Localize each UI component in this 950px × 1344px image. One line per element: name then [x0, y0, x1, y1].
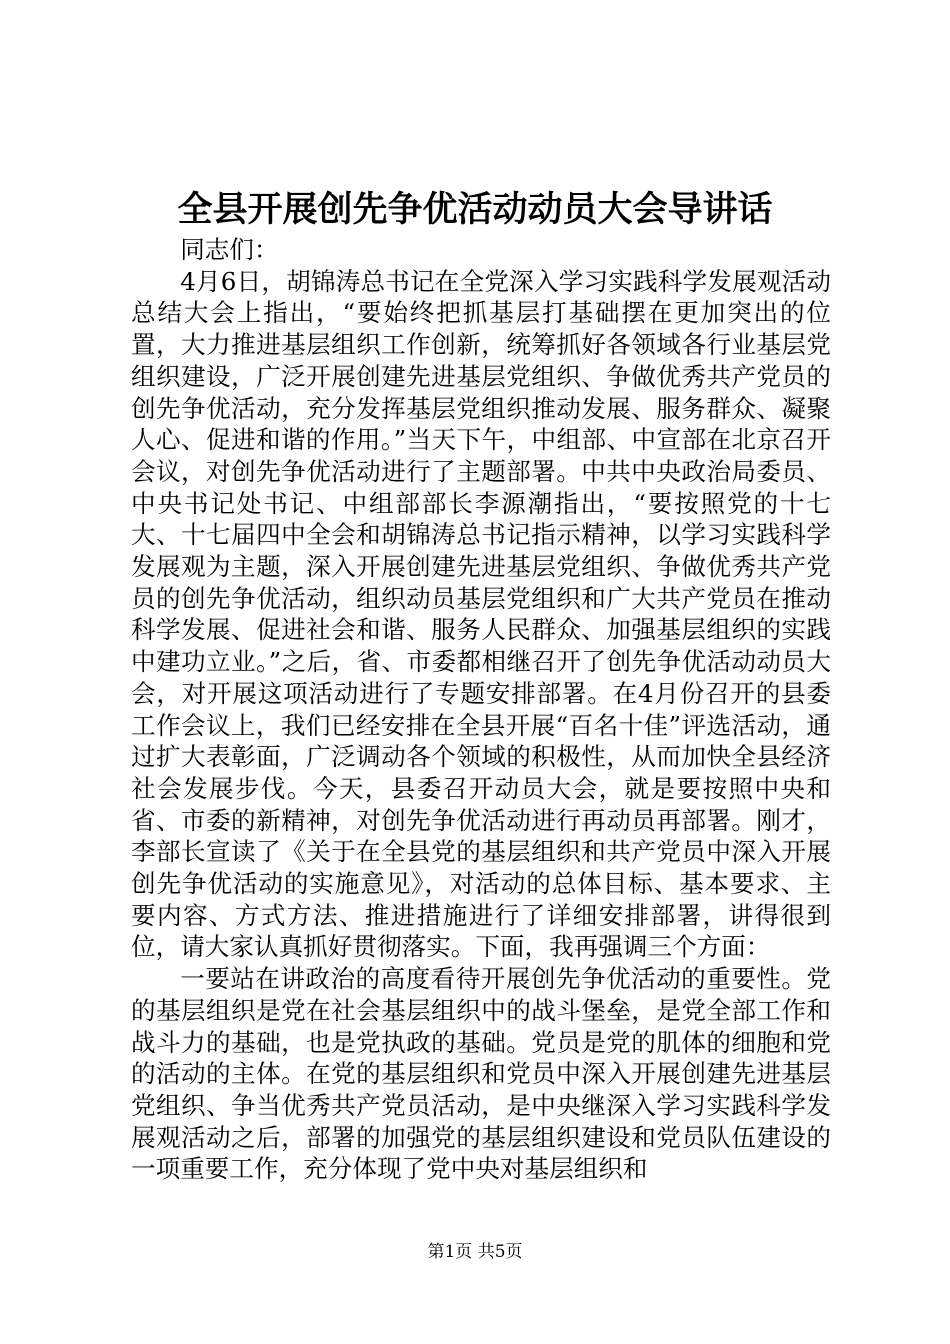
page-number-footer: 第1页 共5页: [427, 1242, 523, 1262]
document-title: 全县开展创先争优活动动员大会导讲话: [177, 189, 773, 230]
document-body: [131, 234, 831, 1185]
paragraph-2: 一要站在讲政治的高度看待开展创先争优活动的重要性。党的基层组织是党在社会基层组织中的战斗堡垒，是党全部工作和战斗力的基础，也是党执政的基础。党员是党的肌体的细胞和党的活动的主体。在党的基层组织和党员中深入开展创建先进基层党组织、争当优秀共产党员活动，是中央继深入学习实践科学发展观活动之后，部署的加强党的基层组织建设和党员队伍建设的一项重要工作，充分体现了党中央对基层组织和: [131, 964, 831, 1184]
paragraph-1: 4月6日，胡锦涛总书记在全党深入学习实践科学发展观活动总结大会上指出，“要始终把抓基层打基础摆在更加突出的位置，大力推进基层组织工作创新，统筹抓好各领域各行业基层党组织建设，广泛开展创建先进基层党组织、争做优秀共产党员的创先争优活动，充分发挥基层党组织推动发展、服务群众、凝聚人心、促进和谐的作用。”当天下午，中组部、中宣部在北京召开会议，对创先争优活动进行了主题部署。中共中央政治局委员、中央书记处书记、中组部部长李源潮指出，“要按照党的十七大、十七届四中全会和胡锦涛总书记指示精神，以学习实践科学发展观为主题，深入开展创建先进基层党组织、争做优秀共产党员的创先争优活动，组织动员基层党组织和广大共产党员在推动科学发展、促进社会和谐、服务人民群众、加强基层组织的实践中建功立业。”之后，省、市委都相继召开了创先争优活动动员大会，对开展这项活动进行了专题安排部署。在4月份召开的县委工作会议上，我们已经安排在全县开展“百名十佳”评选活动，通过扩大表彰面，广泛调动各个领域的积极性，从而加快全县经济社会发展步伐。今天，县委召开动员大会，就是要按照中央和省、市委的新精神，对创先争优活动进行再动员再部署。刚才，李部长宣读了《关于在全县党的基层组织和共产党员中深入开展创先争优活动的实施意见》，对活动的总体目标、基本要求、主要内容、方式方法、推进措施进行了详细安排部署，讲得很到位，请大家认真抓好贯彻落实。下面，我再强调三个方面：: [131, 266, 831, 962]
greeting: 同志们：: [180, 235, 279, 264]
